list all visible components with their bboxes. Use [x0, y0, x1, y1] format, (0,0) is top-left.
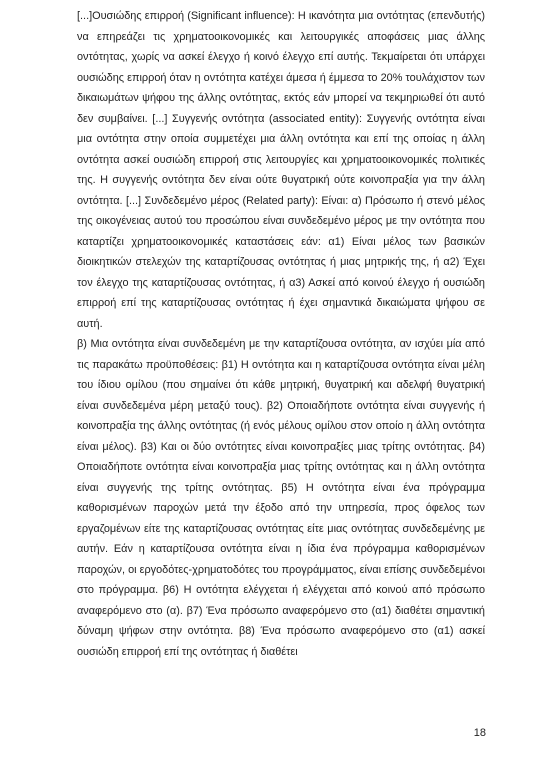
body-text	[77, 6, 485, 662]
paragraph-related-entity-conditions: β) Μια οντότητα είναι συνδεδεμένη με την καταρτίζουσα οντότητα, αν ισχύει μία από τις παρακάτω προϋποθέσεις: β1) Η οντότητα και η καταρτίζουσα οντότητα είναι μέλη του ίδιου ομίλου (που σημαίνει ότι κάθε μητρική, θυγατρική και αδελφή θυγατρική είναι συνδεδεμένα μέρη μεταξύ τους). β2) Οποιαδήποτε οντότητα είναι συγγενής ή κοινοπραξία της άλλης οντότητας (ή ενός μέλους ομίλου στον οποίο η άλλη οντότητα είναι μέλος). β3) Και οι δύο οντότητες είναι κοινοπραξίες μιας τρίτης οντότητας. β4) Οποιαδήποτε οντότητα είναι κοινοπραξία μιας τρίτης οντότητας και η άλλη οντότητα είναι συγγενής της τρίτης οντότητας. β5) Η οντότητα είναι ένα πρόγραμμα καθορισμένων παροχών μετά την έξοδο από την υπηρεσία, προς όφελος των εργαζομένων είτε της καταρτίζουσας οντότητας είτε μιας οντότητας συνδεδεμένης με αυτήν. Εάν η καταρτίζουσα οντότητα είναι η ίδια ένα πρόγραμμα καθορισμένων παροχών, οι εργοδότες-χρηματοδότες του προγράμματος, είναι επίσης συνδεδεμένοι στο πρόγραμμα. β6) Η οντότητα ελέγχεται ή ελέγχεται από κοινού από πρόσωπο αναφερόμενο στο (α). β7) Ένα πρόσωπο αναφερόμενο στο (α1) διαθέτει σημαντική δύναμη ψήφων στην οντότητα. β8) Ένα πρόσωπο αναφερόμενο στο (α1) ασκεί ουσιώδη επιρροή επί της οντότητας ή διαθέτει	[77, 338, 485, 658]
paragraph-definitions: [...]Ουσιώδης επιρροή (Significant influence): Η ικανότητα μια οντότητας (επενδυτής) να επηρεάζει τις χρηματοοικονομικές και λειτουργικές αποφάσεις μιας άλλης οντότητας, χωρίς να ασκεί έλεγχο ή κοινό έλεγχο επί αυτής. Τεκμαίρεται ότι υπάρχει ουσιώδης επιρροή όταν η οντότητα κατέχει άμεσα ή έμμεσα το 20% τουλάχιστον των δικαιωμάτων ψήφου της άλλης οντότητας, εκτός εάν μπορεί να τεκμηριωθεί ότι αυτό δεν συμβαίνει. [...] Συγγενής οντότητα (associated entity): Συγγενής οντότητα είναι μια οντότητα στην οποία συμμετέχει μια άλλη οντότητα και επί της οποίας η άλλη οντότητα ασκεί ουσιώδη επιρροή στις λειτουργίες και χρηματοοικονομικές πολιτικές της. Η συγγενής οντότητα δεν είναι ούτε θυγατρική ούτε κοινοπραξία για την άλλη οντότητα. [...] Συνδεδεμένο μέρος (Related party): Είναι: α) Πρόσωπο ή στενό μέλος της οικογένειας αυτού του προσώπου είναι συνδεδεμένο μέρος με την οντότητα που καταρτίζει χρηματοοικονομικές καταστάσεις εάν: α1) Είναι μέλος των βασικών διοικητικών στελεχών της καταρτίζουσας οντότητας ή μιας μητρικής της, ή α2) Έχει τον έλεγχο της καταρτίζουσας οντότητας, ή α3) Ασκεί από κοινού έλεγχο ή ουσιώδη επιρροή επί της καταρτίζουσας οντότητας ή έχει σημαντικά δικαιώματα ψήφου σε αυτή.	[77, 10, 485, 330]
page-number: 18	[473, 727, 486, 739]
